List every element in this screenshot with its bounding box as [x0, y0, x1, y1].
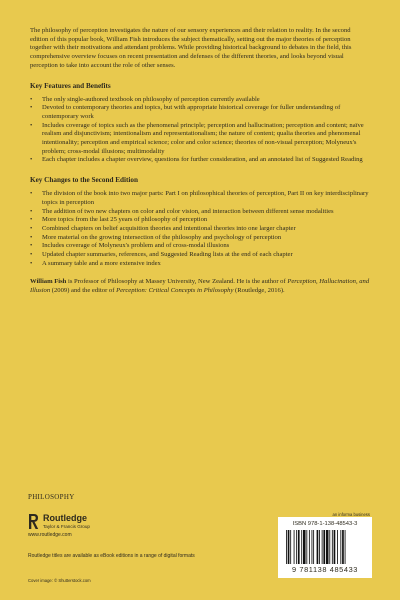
- barcode-bar: [322, 530, 323, 564]
- intro-paragraph: The philosophy of perception investigates the nature of our sensory experiences and their relation to reality. In the second edition of this popular book, William Fish introduces the subject thematically, setting out the major theories of perception together with their motivations and attendant problems. While providing historical background to debates in the field, this comprehensive overview focuses on recent presentation and defenses of the different theories, and looks beyond visual perception to take into account the role of other senses.: [30, 27, 352, 69]
- routledge-logo-icon: [28, 513, 39, 530]
- book-title: Perception: Critical Concepts in Philosophy: [116, 287, 234, 295]
- bullet-icon: •: [30, 121, 33, 129]
- features-heading: Key Features and Benefits: [30, 81, 111, 90]
- barcode-bar: [340, 530, 341, 564]
- barcode-bar: [329, 530, 330, 564]
- bullet-icon: •: [30, 95, 33, 103]
- publisher-website[interactable]: www.routledge.com: [28, 532, 72, 538]
- barcode-bar: [326, 530, 329, 564]
- barcode-bar: [332, 530, 333, 564]
- features-list: [30, 96, 370, 166]
- bullet-icon: •: [30, 224, 33, 232]
- ebook-note: Routledge titles are available as eBook editions in a range of digital formats: [28, 553, 195, 559]
- barcode-bars: [286, 530, 366, 564]
- publisher-group: Taylor & Francis Group: [43, 524, 90, 529]
- changes-heading: Key Changes to the Second Edition: [30, 176, 139, 185]
- list-item: • The division of the book into two major parts: Part I on philosophical theories of perception, Part II on key interdisciplinary topics in perception: [30, 190, 369, 206]
- bullet-icon: •: [30, 242, 33, 250]
- list-item: • Combined chapters on belief acquisition theories and intentional theories into one larger chapter: [30, 224, 296, 232]
- changes-list: [30, 190, 370, 268]
- ean-number: 9 781138 485433: [292, 565, 358, 574]
- list-item: • Each chapter includes a chapter overview, questions for further consideration, and an annotated list of Suggested Reading: [30, 156, 363, 164]
- list-item: • Updated chapter summaries, references, and Suggested Reading lists at the end of each chapter: [30, 251, 293, 259]
- barcode-bar: [306, 530, 307, 564]
- list-item: • More topics from the last 25 years of philosophy of perception: [30, 216, 208, 224]
- list-item: • The addition of two new chapters on color and color vision, and interaction between different sense modalities: [30, 207, 334, 215]
- barcode-bar: [337, 530, 338, 564]
- bullet-icon: •: [30, 156, 33, 164]
- bullet-icon: •: [30, 207, 33, 215]
- barcode-bar: [319, 530, 320, 564]
- barcode-bar: [294, 530, 295, 564]
- list-item: • More material on the growing intersection of the philosophy and psychology of perception: [30, 233, 282, 241]
- author-bio: William Fish is Professor of Philosophy at Massey University, New Zealand. He is the author of Perception, Hallucination, and Illusion (2009) and the editor of Perception: Critical Concepts in Philosophy (Routledge, 2016).: [30, 278, 370, 295]
- bullet-icon: •: [30, 216, 33, 224]
- barcode-bar: [298, 530, 300, 564]
- barcode-bar: [317, 530, 319, 564]
- list-item: • A summary table and a more extensive index: [30, 259, 161, 267]
- barcode-bar: [309, 530, 310, 564]
- barcode-bar: [323, 530, 325, 564]
- barcode: [278, 517, 372, 578]
- author-name: William Fish: [30, 278, 67, 286]
- barcode-bar: [313, 530, 314, 564]
- isbn-label: ISBN 978-1-138-48543-3: [292, 521, 358, 527]
- cover-credit: Cover image: © Shutterstock.com: [28, 578, 91, 583]
- barcode-bar: [288, 530, 290, 564]
- book-title: Perception, Hallucination, and Illusion: [30, 278, 370, 295]
- back-cover-text: [30, 27, 370, 296]
- barcode-bar: [303, 530, 306, 564]
- barcode-bar: [334, 530, 336, 564]
- barcode-bar: [286, 530, 287, 564]
- list-item: • The only single-authored textbook on philosophy of perception currently available: [30, 95, 260, 103]
- barcode-bar: [345, 530, 346, 564]
- bullet-icon: •: [30, 104, 33, 112]
- subject-category: PHILOSOPHY: [28, 493, 75, 501]
- list-item: • Includes coverage of Molyneux's problem and of cross-modal illusions: [30, 242, 230, 250]
- barcode-bar: [301, 530, 302, 564]
- bullet-icon: •: [30, 251, 33, 259]
- list-item: • Includes coverage of topics such as the phenomenal principle; perception and hallucination; perception and content; naïve realism and disjunctivism; intentionalism and representationalism; the nature of content; qualia theories and phenomenal intentionality; perception and empirical science; color and color science; theories of non-visual perception; Molyneux's problem; cross-modal illusions; multimodality: [30, 121, 364, 155]
- list-item: • Devoted to contemporary theories and topics, but with appropriate historical coverage for fuller understanding of contemporary work: [30, 104, 341, 120]
- informa-note: an informa business: [332, 512, 370, 517]
- barcode-bar: [342, 530, 344, 564]
- bullet-icon: •: [30, 233, 33, 241]
- barcode-bar: [290, 530, 291, 564]
- publisher-logo: [28, 513, 168, 543]
- bullet-icon: •: [30, 190, 33, 198]
- barcode-bar: [312, 530, 313, 564]
- bullet-icon: •: [30, 259, 33, 267]
- barcode-bar: [296, 530, 297, 564]
- publisher-name: Routledge: [43, 513, 87, 523]
